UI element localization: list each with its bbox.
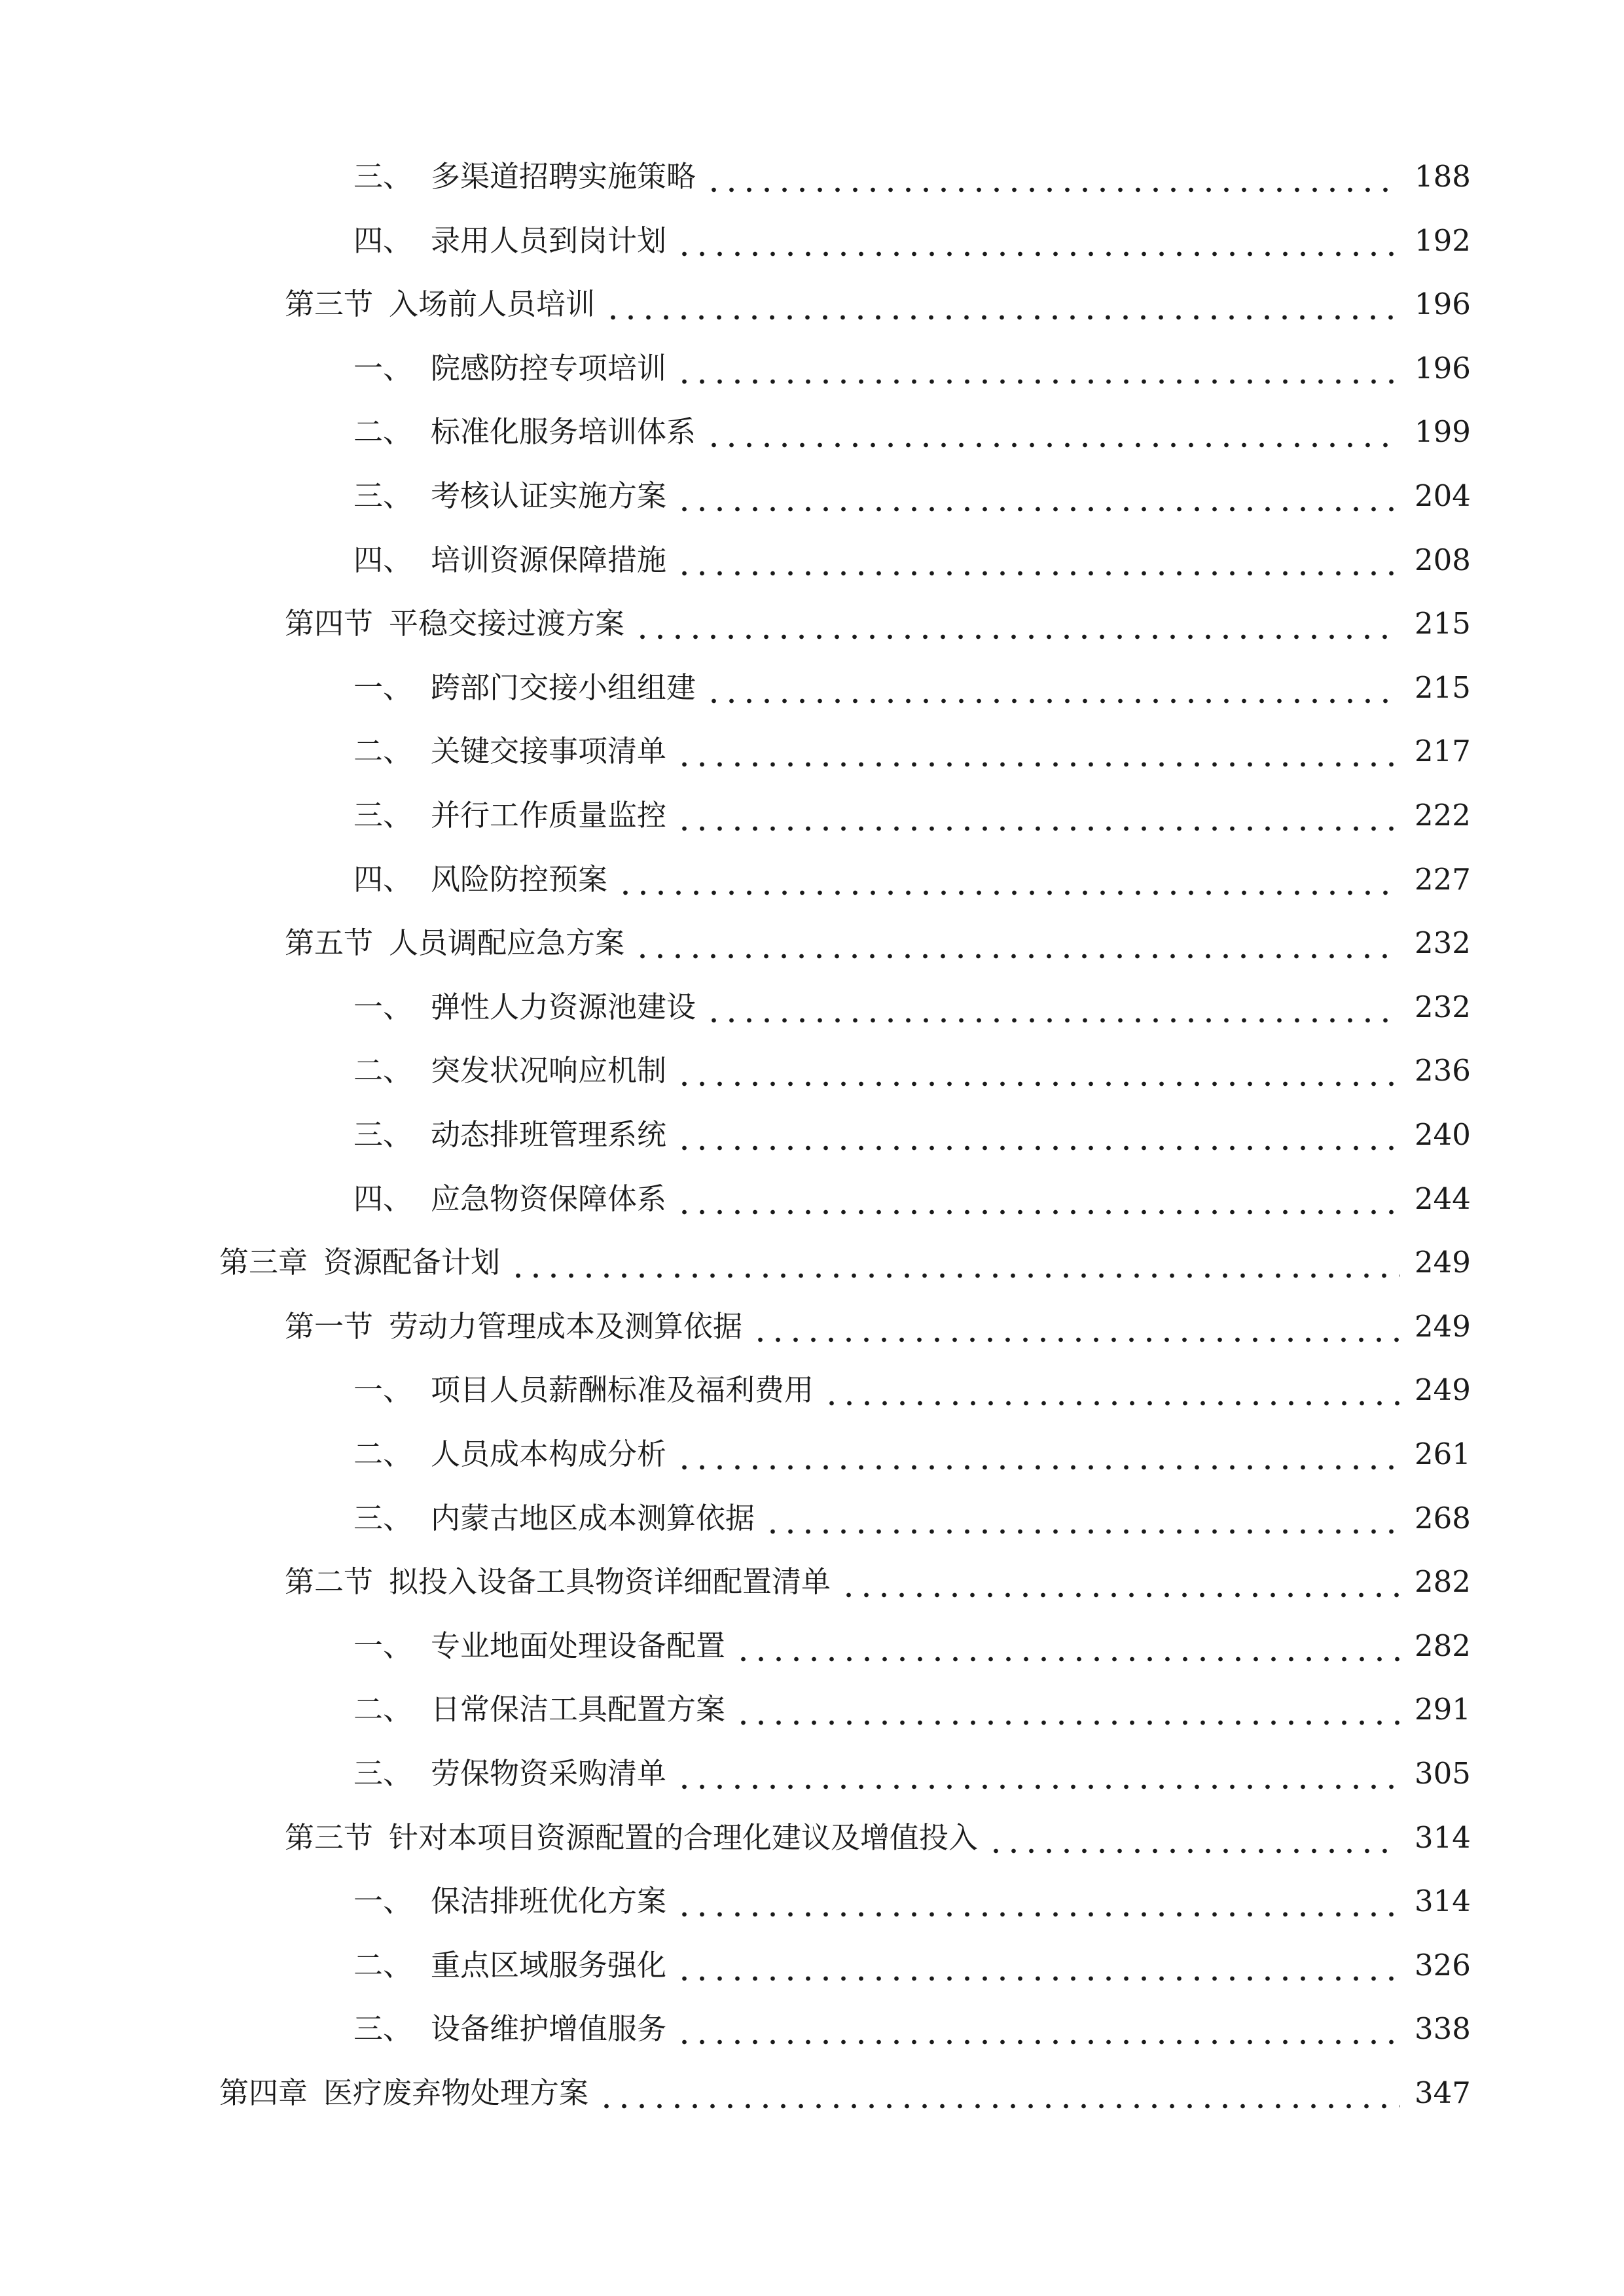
toc-entry-label	[353, 850, 607, 909]
toc-entry-number: 四、	[353, 542, 413, 577]
toc-entry[interactable]	[0, 1744, 1624, 1803]
toc-entry[interactable]	[0, 147, 1624, 206]
toc-entry-label	[353, 1872, 666, 1931]
toc-entry-page-number: 326	[1415, 1947, 1471, 1982]
toc-entry-number: 三、	[353, 478, 413, 513]
toc-entry-label	[353, 1489, 755, 1548]
toc-entry-number: 四、	[353, 1181, 413, 1216]
toc-entry-page-number: 208	[1415, 542, 1471, 577]
toc-entry-label	[353, 147, 696, 206]
toc-entry-title: 入场前人员培训	[389, 287, 596, 322]
dot-leader	[676, 1872, 1400, 1931]
toc-entry-label	[353, 1105, 666, 1164]
dot-leader	[676, 531, 1400, 590]
toc-entry-number: 四、	[353, 861, 413, 897]
toc-entry-title: 弹性人力资源池建设	[431, 989, 696, 1024]
toc-entry-number: 三、	[353, 1117, 413, 1152]
toc-entry[interactable]	[0, 1041, 1624, 1100]
toc-entry[interactable]	[0, 1361, 1624, 1420]
toc-entry-title: 重点区域服务强化	[431, 1947, 667, 1982]
dot-leader	[705, 403, 1400, 461]
dot-leader	[676, 1105, 1400, 1164]
dot-leader	[634, 594, 1400, 653]
toc-entry-page-number: 199	[1415, 414, 1471, 450]
toc-entry-number: 第三节	[285, 1820, 374, 1855]
toc-entry-page-number: 227	[1415, 861, 1471, 897]
toc-entry-title: 动态排班管理系统	[431, 1117, 667, 1152]
toc-entry-title: 院感防控专项培训	[431, 350, 667, 386]
toc-entry-title: 突发状况响应机制	[431, 1053, 667, 1088]
toc-entry-page-number: 232	[1415, 925, 1471, 961]
toc-entry[interactable]	[0, 658, 1624, 717]
toc-entry[interactable]	[0, 1489, 1624, 1548]
toc-entry[interactable]	[0, 786, 1624, 845]
toc-entry-label	[353, 1617, 725, 1676]
toc-entry[interactable]	[0, 2000, 1624, 2058]
toc-entry-label	[353, 1425, 666, 1484]
toc-entry-label	[219, 2064, 588, 2123]
toc-entry-number: 第二节	[285, 1564, 374, 1600]
dot-leader	[676, 722, 1400, 781]
dot-leader	[676, 1936, 1400, 1995]
toc-entry-page-number: 222	[1415, 798, 1471, 833]
toc-entry-number: 一、	[353, 989, 413, 1024]
toc-entry[interactable]	[0, 1552, 1624, 1611]
toc-entry[interactable]	[0, 531, 1624, 590]
toc-entry-number: 二、	[353, 1692, 413, 1727]
dot-leader	[676, 786, 1400, 845]
toc-entry[interactable]	[0, 722, 1624, 781]
toc-entry-number: 一、	[353, 350, 413, 386]
toc-entry-number: 一、	[353, 1372, 413, 1408]
toc-entry[interactable]	[0, 403, 1624, 461]
toc-entry-page-number: 240	[1415, 1117, 1471, 1152]
toc-entry-page-number: 188	[1415, 159, 1471, 194]
dot-leader	[676, 339, 1400, 398]
dot-leader	[617, 850, 1400, 909]
toc-entry-label	[353, 1361, 814, 1420]
toc-entry[interactable]	[0, 1170, 1624, 1229]
dot-leader	[734, 1617, 1400, 1676]
toc-entry-number: 一、	[353, 670, 413, 705]
toc-entry-page-number: 236	[1415, 1053, 1471, 1088]
toc-entry-label	[285, 594, 624, 653]
dot-leader	[598, 2064, 1400, 2123]
toc-entry-label	[353, 1041, 666, 1100]
toc-entry[interactable]	[0, 1425, 1624, 1484]
toc-entry-label	[219, 1233, 500, 1292]
toc-entry-title: 人员调配应急方案	[389, 925, 625, 961]
dot-leader	[676, 1425, 1400, 1484]
dot-leader	[705, 147, 1400, 206]
toc-entry-page-number: 261	[1415, 1437, 1471, 1471]
toc-entry[interactable]	[0, 211, 1624, 270]
toc-entry-label	[285, 275, 595, 334]
toc-entry-number: 三、	[353, 1500, 413, 1535]
toc-entry-number: 第三章	[219, 1245, 308, 1280]
dot-leader	[987, 1808, 1400, 1867]
toc-entry-label	[285, 914, 624, 973]
toc-entry-title: 应急物资保障体系	[431, 1181, 667, 1216]
toc-entry-number: 二、	[353, 1053, 413, 1088]
toc-entry-page-number: 314	[1415, 1820, 1471, 1855]
dot-leader	[676, 467, 1400, 526]
toc-entry-title: 多渠道招聘实施策略	[431, 159, 696, 194]
toc-entry-title: 医疗废弃物处理方案	[323, 2075, 589, 2110]
toc-entry-label	[353, 531, 666, 590]
toc-entry-title: 针对本项目资源配置的合理化建议及增值投入	[389, 1820, 979, 1855]
dot-leader	[604, 275, 1400, 334]
toc-entry-page-number: 305	[1415, 1756, 1471, 1791]
toc-entry-page-number: 338	[1415, 2011, 1471, 2047]
toc-entry-number: 一、	[353, 1884, 413, 1919]
toc-entry-title: 设备维护增值服务	[431, 2011, 667, 2047]
toc-entry[interactable]	[0, 339, 1624, 398]
toc-entry[interactable]	[0, 2064, 1624, 2123]
toc-entry-label	[285, 1808, 978, 1867]
toc-entry-page-number: 249	[1415, 1372, 1471, 1408]
toc-entry-page-number: 204	[1415, 478, 1471, 513]
toc-entry-page-number: 217	[1415, 734, 1471, 769]
toc-entry-label	[353, 978, 696, 1037]
toc-entry-title: 人员成本构成分析	[431, 1437, 667, 1471]
toc-entry-label	[353, 1936, 666, 1995]
toc-entry-number: 第四章	[219, 2075, 308, 2110]
toc-entry-page-number: 215	[1415, 606, 1471, 641]
toc-entry[interactable]	[0, 467, 1624, 526]
toc-entry-page-number: 192	[1415, 223, 1471, 258]
toc-entry[interactable]	[0, 1105, 1624, 1164]
toc-entry-number: 三、	[353, 2011, 413, 2047]
toc-entry-number: 二、	[353, 1437, 413, 1471]
toc-entry-label	[353, 1680, 725, 1739]
toc-entry-page-number: 196	[1415, 287, 1471, 322]
dot-leader	[676, 2000, 1400, 2058]
dot-leader	[705, 658, 1400, 717]
toc-entry-page-number: 249	[1415, 1308, 1471, 1344]
toc-entry-title: 关键交接事项清单	[431, 734, 667, 769]
toc-entry-page-number: 215	[1415, 670, 1471, 705]
toc-entry-number: 三、	[353, 159, 413, 194]
toc-entry-page-number: 196	[1415, 350, 1471, 386]
toc-entry-number: 二、	[353, 734, 413, 769]
toc-entry-page-number: 249	[1415, 1245, 1471, 1280]
toc-entry-number: 四、	[353, 223, 413, 258]
toc-entry[interactable]	[0, 1936, 1624, 1995]
toc-entry[interactable]	[0, 978, 1624, 1037]
dot-leader	[676, 1041, 1400, 1100]
dot-leader	[823, 1361, 1400, 1420]
toc-entry-number: 第五节	[285, 925, 374, 961]
toc-entry[interactable]	[0, 1872, 1624, 1931]
toc-entry-label	[353, 722, 666, 781]
toc-entry-label	[285, 1552, 831, 1611]
dot-leader	[676, 1744, 1400, 1803]
toc-entry-title: 专业地面处理设备配置	[431, 1628, 726, 1663]
dot-leader	[634, 914, 1400, 973]
toc-entry-title: 平稳交接过渡方案	[389, 606, 625, 641]
toc-entry-label	[353, 1744, 666, 1803]
toc-entry-page-number: 232	[1415, 989, 1471, 1024]
toc-entry-title: 日常保洁工具配置方案	[431, 1692, 726, 1727]
toc-entry-page-number: 291	[1415, 1692, 1471, 1727]
toc-entry-title: 劳保物资采购清单	[431, 1756, 667, 1791]
toc-entry[interactable]	[0, 1680, 1624, 1739]
toc-entry-page-number: 244	[1415, 1181, 1471, 1216]
toc-entry[interactable]	[0, 594, 1624, 653]
dot-leader	[840, 1552, 1400, 1611]
toc-entry-page-number: 347	[1415, 2075, 1471, 2110]
toc-entry-title: 拟投入设备工具物资详细配置清单	[389, 1564, 831, 1600]
toc-entry[interactable]	[0, 1617, 1624, 1676]
toc-entry-number: 二、	[353, 414, 413, 450]
toc-entry-label	[353, 403, 696, 461]
toc-entry-number: 三、	[353, 798, 413, 833]
toc-entry[interactable]	[0, 1297, 1624, 1356]
toc-entry[interactable]	[0, 1233, 1624, 1292]
toc-entry-number: 二、	[353, 1947, 413, 1982]
toc-entry-label	[353, 467, 666, 526]
toc-entry-title: 资源配备计划	[323, 1245, 501, 1280]
toc-entry-title: 劳动力管理成本及测算依据	[389, 1308, 743, 1344]
dot-leader	[676, 211, 1400, 270]
toc-entry-label	[353, 658, 696, 717]
toc-entry-title: 项目人员薪酬标准及福利费用	[431, 1372, 814, 1408]
toc-entry-number: 三、	[353, 1756, 413, 1791]
toc-entry-title: 录用人员到岗计划	[431, 223, 667, 258]
toc-entry-title: 跨部门交接小组组建	[431, 670, 696, 705]
toc-entry-page-number: 268	[1415, 1500, 1471, 1535]
toc-entry-title: 风险防控预案	[431, 861, 608, 897]
toc-entry-number: 第四节	[285, 606, 374, 641]
toc-entry-page-number: 314	[1415, 1884, 1471, 1919]
toc-entry[interactable]	[0, 275, 1624, 334]
toc-entry-title: 内蒙古地区成本测算依据	[431, 1500, 755, 1535]
toc-entry-label	[353, 1170, 666, 1229]
toc-entry-page-number: 282	[1415, 1564, 1471, 1600]
toc-entry-page-number: 282	[1415, 1628, 1471, 1663]
toc-entry[interactable]	[0, 850, 1624, 909]
toc-entry-title: 标准化服务培训体系	[431, 414, 696, 450]
dot-leader	[509, 1233, 1400, 1292]
toc-entry[interactable]	[0, 1808, 1624, 1867]
toc-entry-label	[353, 211, 666, 270]
toc-entry[interactable]	[0, 914, 1624, 973]
toc-entry-number: 第一节	[285, 1308, 374, 1344]
dot-leader	[734, 1680, 1400, 1739]
dot-leader	[705, 978, 1400, 1037]
toc-entry-title: 并行工作质量监控	[431, 798, 667, 833]
toc-entry-label	[353, 2000, 666, 2058]
dot-leader	[764, 1489, 1400, 1548]
toc-entry-label	[353, 786, 666, 845]
dot-leader	[751, 1297, 1400, 1356]
toc-entry-number: 一、	[353, 1628, 413, 1663]
toc-entry-title: 考核认证实施方案	[431, 478, 667, 513]
toc-entry-title: 培训资源保障措施	[431, 542, 667, 577]
toc-entry-title: 保洁排班优化方案	[431, 1884, 667, 1919]
toc-entry-label	[353, 339, 666, 398]
toc-entry-label	[285, 1297, 742, 1356]
toc-entry-number: 第三节	[285, 287, 374, 322]
dot-leader	[676, 1170, 1400, 1229]
